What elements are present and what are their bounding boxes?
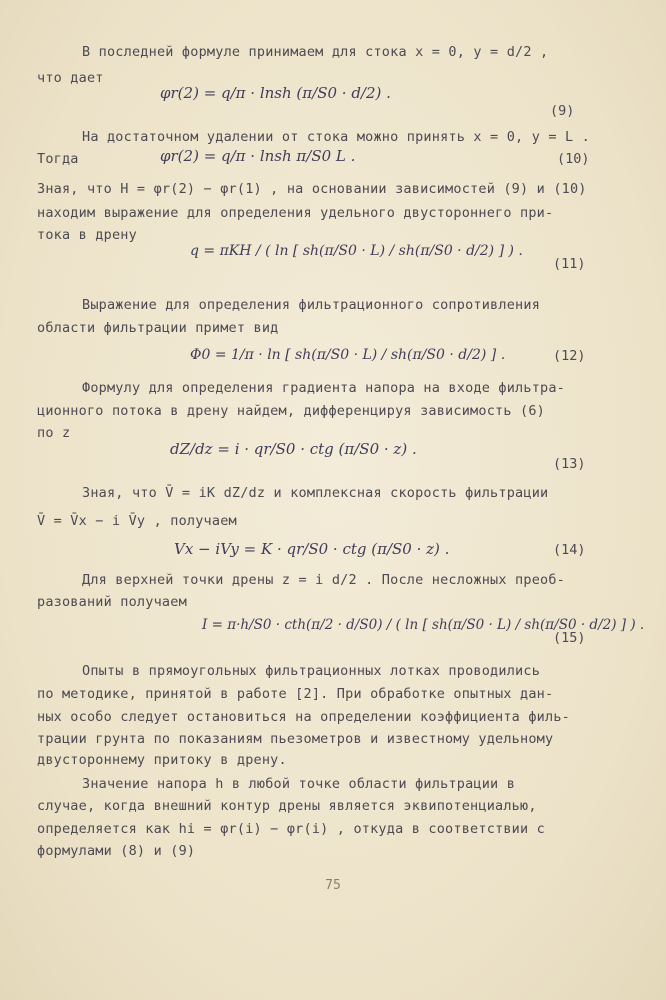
text-line-13: Зная, что V̄ = iK dZ/dz и комплексная скорость фильтрации [82, 485, 549, 501]
text-line-2: что дает [37, 70, 104, 86]
text-line-19: ных особо следует остановиться на определении коэффициента филь- [37, 709, 570, 725]
equation-12: Φ0 = 1/π · ln [ sh(π/S0 · L) / sh(π/S0 · d/2) ] . [190, 347, 506, 363]
text-line-6: находим выражение для определения удельного двустороннего при- [37, 205, 554, 221]
text-line-4: Тогда [37, 151, 79, 167]
text-line-23: случае, когда внешний контур дрены является эквипотенциалью, [37, 798, 537, 814]
text-line-1: В последней формуле принимаем для стока x = 0, y = d/2 , [82, 44, 549, 60]
equation-10: φr(2) = q/π · lnsh π/S0 L . [160, 147, 356, 165]
page-number: 75 [325, 878, 341, 893]
text-line-12: по z [37, 425, 71, 441]
text-line-20: трации грунта по показаниям пьезометров и известному удельному [37, 731, 554, 747]
text-line-3: На достаточном удалении от стока можно принять x = 0, y = L . [82, 129, 590, 145]
equation-number-12: (12) [553, 348, 586, 364]
text-line-8: Выражение для определения фильтрационного сопротивления [82, 297, 541, 313]
text-line-15: Для верхней точки дрены z = i d/2 . После несложных преоб- [82, 572, 566, 588]
equation-number-11: (11) [553, 256, 586, 272]
text-line-7: тока в дрену [37, 227, 137, 243]
text-line-21: двустороннему притоку в дрену. [37, 752, 287, 768]
text-line-25: формулами (8) и (9) [37, 843, 196, 859]
text-line-9: области фильтрации примет вид [37, 320, 279, 336]
text-line-14: V̄ = V̄x − i V̄y , получаем [37, 513, 237, 529]
equation-15: I = π·h/S0 · cth(π/2 · d/S0) / ( ln [ sh(π/S0 · L) / sh(π/S0 · d/2) ] ) . [202, 617, 645, 633]
equation-9: φr(2) = q/π · lnsh (π/S0 · d/2) . [160, 84, 391, 102]
equation-number-14: (14) [553, 542, 586, 558]
equation-number-9: (9) [550, 103, 575, 119]
equation-14: Vx − iVy = K · qr/S0 · ctg (π/S0 · z) . [174, 540, 450, 558]
equation-11: q = πKH / ( ln [ sh(π/S0 · L) / sh(π/S0 · d/2) ] ) . [190, 243, 523, 259]
text-line-17: Опыты в прямоугольных фильтрационных лотках проводились [82, 663, 541, 679]
text-line-22: Значение напора h в любой точке области фильтрации в [82, 776, 516, 792]
text-line-10: Формулу для определения градиента напора на входе фильтра- [82, 380, 566, 396]
equation-number-10: (10) [557, 151, 590, 167]
equation-number-15: (15) [553, 630, 586, 646]
text-line-5: Зная, что H = φr(2) − φr(1) , на основании зависимостей (9) и (10) [37, 181, 587, 197]
text-line-24: определяется как hi = φr(i) − φr(i) , откуда в соответствии с [37, 821, 545, 837]
equation-number-13: (13) [553, 456, 586, 472]
text-line-16: разований получаем [37, 594, 187, 610]
equation-13: dZ/dz = i · qr/S0 · ctg (π/S0 · z) . [170, 440, 417, 458]
text-line-18: по методике, принятой в работе [2]. При обработке опытных дан- [37, 686, 554, 702]
text-line-11: ционного потока в дрену найдем, дифференцируя зависимость (6) [37, 403, 545, 419]
